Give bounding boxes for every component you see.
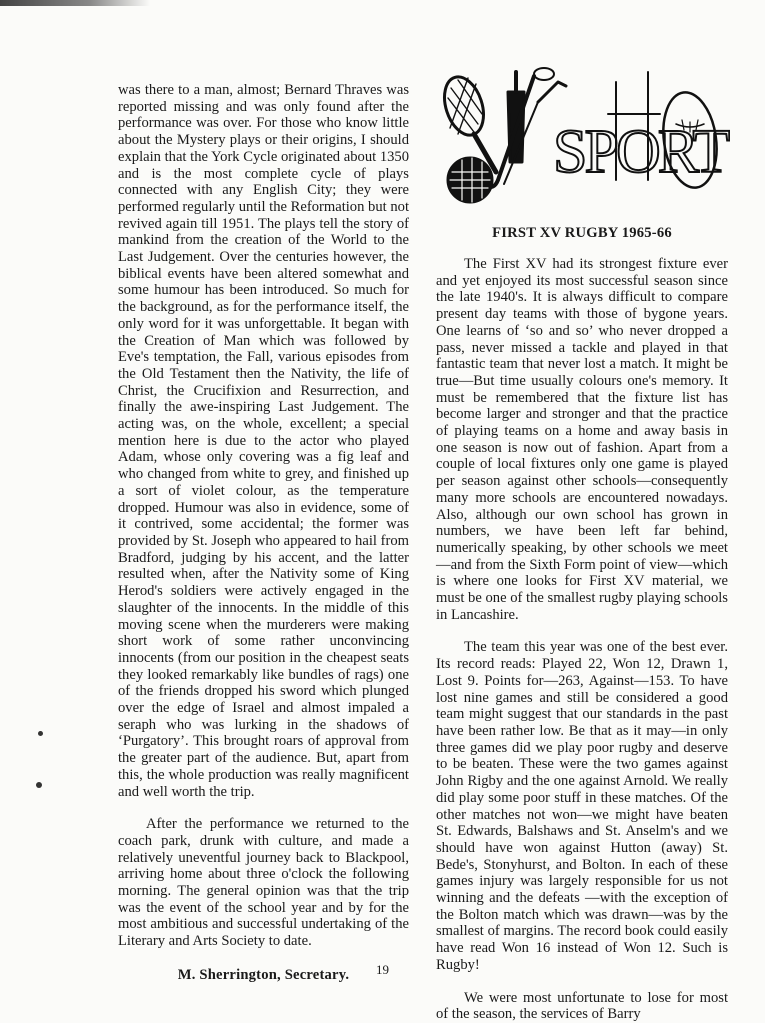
logo-word: SPORT bbox=[553, 118, 728, 186]
page-number: 19 bbox=[376, 962, 389, 977]
left-column bbox=[118, 82, 409, 984]
right-paragraph-2: The team this year was one of the best ever. Its record reads: Played 22, Won 12, Drawn 1, Lost 9. Points for—263, Against—153. To have lost nine games and still be considered a good team might suggest that our standards in the past have been rather low. Be that as it may—in only three games did we play poor rugby and deserve to be beaten. These were the two games against John Rigby and the one against Arnold. We really did play some poor stuff in these matches. Of the other matches not won—we might have beaten St. Edwards, Balshaws and St. Anselm's and we should have won against Hutton (away) St. Bede's, Stonyhurst, and Bolton. In each of these games injury was largely responsible for us not winning and the defeats —with the exception of the Bolton match which was drawn—was by the smallest of margins. The record book could easily have read Won 16 instead of Won 12. Such is Rugby! bbox=[436, 639, 728, 973]
right-paragraph-1: The First XV had its strongest fixture ever and yet enjoyed its most successful season since the late 1940's. It is always difficult to compare present day teams with those of bygone years. One learns of ‘so and so’ who never dropped a pass, never missed a tackle and played in that fantastic team that never lost a match. It might be true—But time usually colours one's memory. It must be remembered that the fixture list has become larger and stronger and that the practice of playing teams on a home and away basis in one season is now out of fashion. Apart from a couple of local fixtures only one game is played per season against other schools—consequently many more schools are encountered nowadays. Also, although our own school has grown in numbers, we have been left far behind, numerically speaking, by other schools we meet—and from the Sixth Form point of view—which is where one looks for First XV material, we must be one of the smallest rugby playing schools in Lancashire. bbox=[436, 256, 728, 623]
article-heading: FIRST XV RUGBY 1965-66 bbox=[492, 225, 672, 241]
right-column bbox=[436, 256, 728, 1023]
left-paragraph-2: After the performance we returned to the coach park, drunk with culture, and made a relatively uneventful journey back to Blackpool, arriving home about three o'clock the following morning. The general opinion was that the trip was the event of the school year and by for the most ambitious and successful undertaking of the Literary and Arts Society to date. bbox=[118, 816, 409, 950]
left-paragraph-1: was there to a man, almost; Bernard Thraves was reported missing and was only found after the performance was over. For those who know little about the Mystery plays or their origins, I should explain that the York Cycle originated about 1350 and is the most complete cycle of plays connected with any English City; they were performed regularly until the Reformation but not revived again till 1951. The plays tell the story of mankind from the creation of the World to the Last Judgement. Over the centuries however, the biblical events have been altered somewhat and some humour has been introduced. So much for the background, as for the performance itself, the only word for it was unforgettable. It began with the Creation of Man which was followed by Eve's temptation, the Fall, various episodes from the Old Testament then the Nativity, the life of Christ, the Crucifixion and Resurrection, and finally the awe-inspiring Last Judgement. The acting was, on the whole, excellent; a special mention here is due to the actor who played Adam, whose only covering was a fig leaf and who changed from white to grey, and finished up a sort of violet colour, as the temperature dropped. Humour was also in evidence, some of it contrived, some accidental; the former was provided by St. Joseph who appeared to hail from Bradford, judging by his accent, and the latter resulted when, after the Nativity some of King Herod's soldiers were actively engaged in the slaughter of the innocents. In the middle of this moving scene when the murderers were making short work of some rather unconvincing innocents (from our position in the cheapest seats they looked remarkably like bundles of rags) one of the friends dropped his sword which plunged over the edge of Israel and almost impaled a seraph who was lurking in the shadows of ‘Purgatory’. This brought roars of approval from the greater part of the audience. But, apart from this, the whole production was really magnificent and well worth the trip. bbox=[118, 82, 410, 800]
margin-speck bbox=[38, 731, 43, 736]
margin-speck bbox=[36, 782, 42, 788]
scan-edge-mark bbox=[0, 0, 150, 6]
signature: M. Sherrington, Secretary. bbox=[177, 966, 350, 983]
right-paragraph-3: We were most unfortunate to lose for most of the season, the services of Barry bbox=[436, 989, 728, 1023]
sport-logo-icon bbox=[438, 62, 730, 212]
